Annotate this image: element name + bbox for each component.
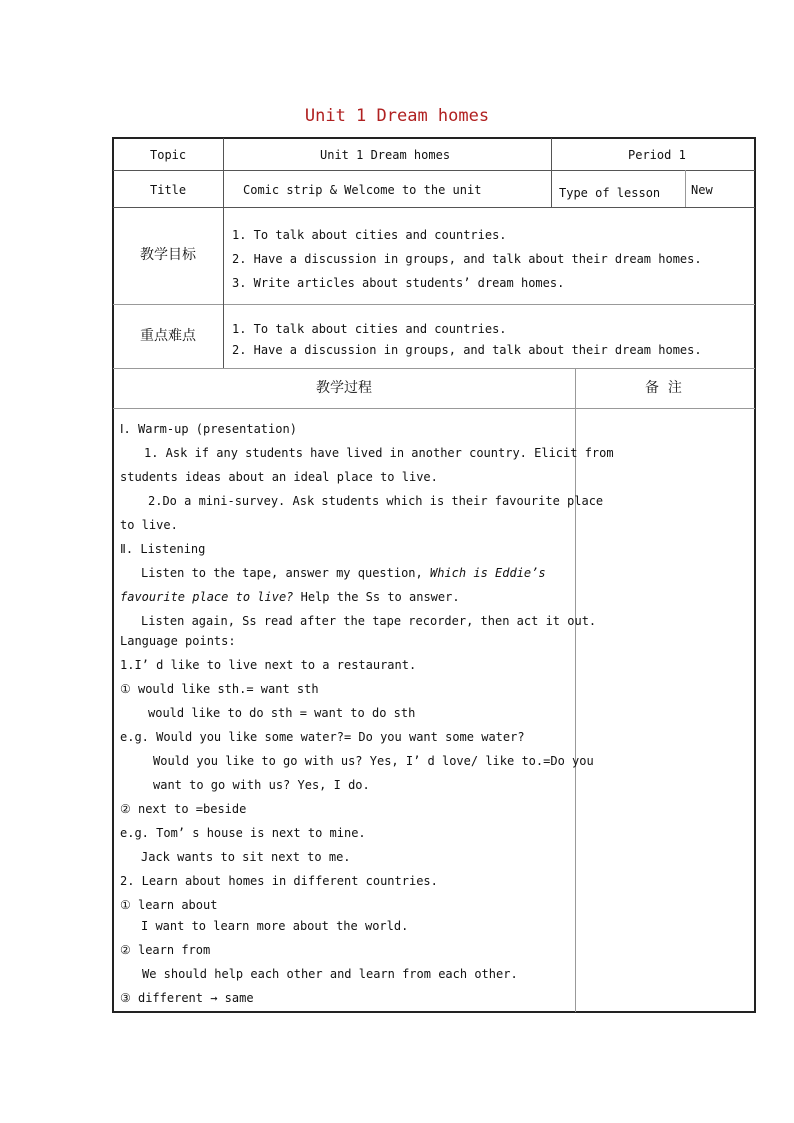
key-point-item: 2. Have a discussion in groups, and talk about their dream homes.: [232, 343, 702, 357]
row-divider: [113, 408, 755, 409]
process-label: 教学过程: [316, 380, 372, 396]
row-divider: [113, 368, 755, 369]
question-text: Which is Eddie’s: [430, 566, 546, 580]
objective-item: 3. Write articles about students’ dream homes.: [232, 276, 565, 290]
row-divider: [113, 304, 755, 305]
row-divider: [113, 207, 755, 208]
process-line: want to go with us? Yes, I do.: [153, 778, 370, 792]
period-value: Period 1: [628, 148, 686, 162]
lesson-type-value: New: [691, 183, 713, 197]
process-line: 2. Learn about homes in different countries.: [120, 874, 438, 888]
column-divider: [551, 138, 552, 207]
process-line: I want to learn more about the world.: [141, 919, 409, 933]
title-label: Title: [150, 183, 187, 197]
process-line: Language points:: [120, 634, 236, 648]
process-line: ① learn about: [120, 898, 218, 912]
document-title: Unit 1 Dream homes: [304, 106, 490, 126]
column-divider: [575, 368, 576, 1012]
process-line: students ideas about an ideal place to live.: [120, 470, 438, 484]
process-line: Jack wants to sit next to me.: [141, 850, 351, 864]
process-line: ② learn from: [120, 943, 211, 957]
process-line: Would you like to go with us? Yes, I’ d love/ like to.=Do you: [153, 754, 594, 768]
objectives-label: 教学目标: [140, 247, 196, 263]
column-divider: [223, 138, 224, 368]
process-line: e.g. Tom’ s house is next to mine.: [120, 826, 366, 840]
objective-item: 2. Have a discussion in groups, and talk about their dream homes.: [232, 252, 702, 266]
row-divider: [113, 170, 755, 171]
objective-item: 1. To talk about cities and countries.: [232, 228, 507, 242]
lesson-type-label: Type of lesson: [559, 186, 661, 200]
topic-label: Topic: [150, 148, 187, 162]
process-line: to live.: [120, 518, 178, 532]
process-line: 1. Ask if any students have lived in another country. Elicit from: [144, 446, 614, 460]
process-line: would like to do sth = want to do sth: [148, 706, 416, 720]
process-line-text: Listen to the tape, answer my question,: [141, 566, 423, 580]
key-point-item: 1. To talk about cities and countries.: [232, 322, 507, 336]
section-heading: Ⅰ. Warm-up (presentation): [120, 422, 297, 436]
column-divider: [685, 170, 686, 207]
process-line: We should help each other and learn from each other.: [142, 967, 518, 981]
key-points-label: 重点难点: [140, 328, 196, 344]
process-line: ③ different → same: [120, 991, 254, 1005]
process-line: ② next to =beside: [120, 802, 247, 816]
process-line: 2.Do a mini-survey. Ask students which is their favourite place: [148, 494, 604, 508]
process-line: [120, 590, 460, 604]
process-line: Listen again, Ss read after the tape recorder, then act it out.: [141, 614, 597, 628]
process-line: ① would like sth.= want sth: [120, 682, 319, 696]
section-heading: Ⅱ. Listening: [120, 542, 206, 556]
topic-value: Unit 1 Dream homes: [320, 148, 451, 162]
process-line: e.g. Would you like some water?= Do you want some water?: [120, 730, 525, 744]
process-line: 1.I’ d like to live next to a restaurant.: [120, 658, 417, 672]
process-line: [141, 566, 546, 580]
question-text: favourite place to live?: [120, 590, 294, 604]
title-value: Comic strip & Welcome to the unit: [243, 183, 482, 197]
notes-label: 备 注: [645, 380, 682, 396]
process-line-text: Help the Ss to answer.: [300, 590, 460, 604]
